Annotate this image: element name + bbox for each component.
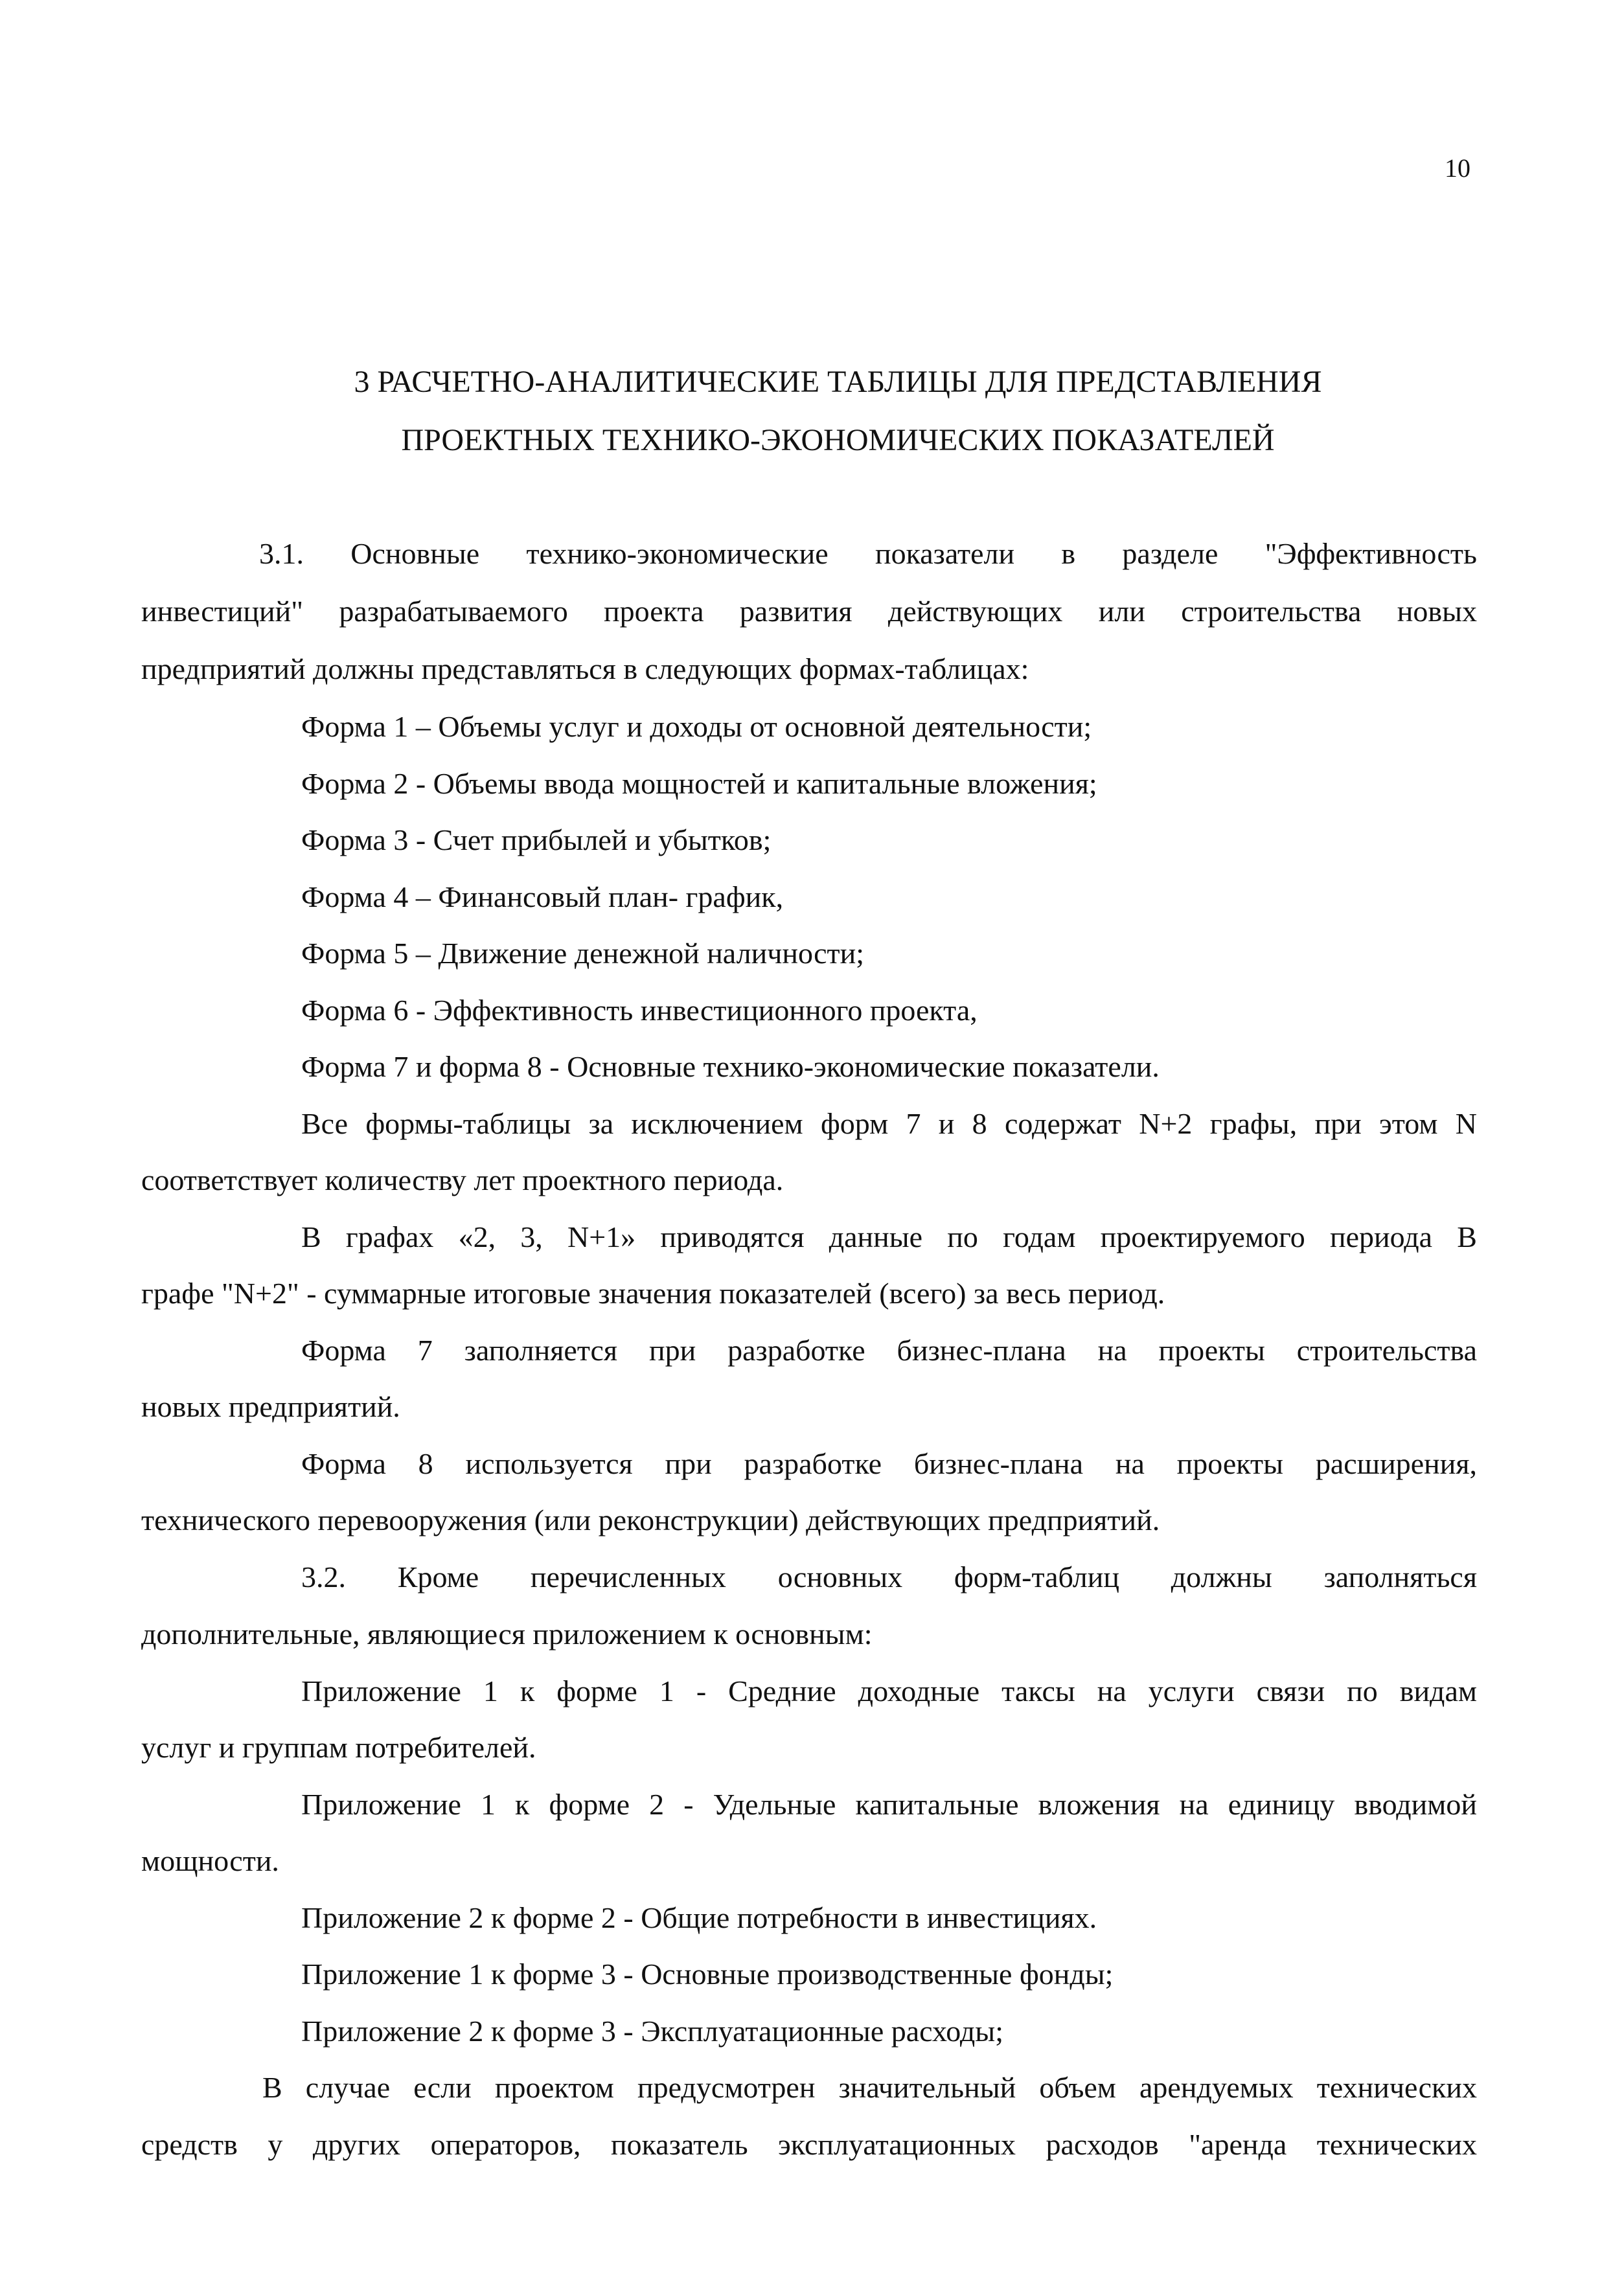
appendix-item: Приложение 1 к форме 2 - Удельные капитальные вложения на единицу вводимой [301,1788,1477,1821]
form-list-item: Форма 6 - Эффективность инвестиционного проекта, [301,994,978,1027]
section-heading-line-2: ПРОЕКТНЫХ ТЕХНИКО-ЭКОНОМИЧЕСКИХ ПОКАЗАТЕЛЕЙ [401,423,1275,457]
text-line: соответствует количеству лет проектного периода. [141,1163,784,1196]
form-list-item: Форма 7 и форма 8 - Основные технико-экономические показатели. [301,1050,1160,1083]
text-line: предприятий должны представляться в следующих формах-таблицах: [141,652,1029,685]
appendix-item: Приложение 1 к форме 3 - Основные производственные фонды; [301,1958,1114,1991]
text-line: средств у других операторов, показатель эксплуатационных расходов "аренда технических [141,2128,1477,2161]
appendix-item: Приложение 2 к форме 2 - Общие потребности в инвестициях. [301,1901,1097,1934]
text-line: новых предприятий. [141,1390,400,1423]
form-list-item: Форма 4 – Финансовый план- график, [301,880,784,913]
page-number: 10 [1445,154,1470,183]
appendix-item: Приложение 2 к форме 3 - Эксплуатационные расходы; [301,2015,1003,2048]
form-list-item: Форма 3 - Счет прибылей и убытков; [301,823,772,856]
text-line: мощности. [141,1844,279,1877]
form-list-item: Форма 5 – Движение денежной наличности; [301,937,865,970]
text-line: Форма 7 заполняется при разработке бизнес-плана на проекты строительства [301,1334,1477,1367]
text-line: Все формы-таблицы за исключением форм 7 и 8 содержат N+2 графы, при этом N [301,1107,1477,1140]
text-line: В случае если проектом предусмотрен значительный объем арендуемых технических [262,2071,1477,2104]
form-list-item: Форма 2 - Объемы ввода мощностей и капитальные вложения; [301,767,1097,800]
text-line: Форма 8 используется при разработке бизнес-плана на проекты расширения, [301,1447,1477,1480]
text-line: инвестиций" разрабатываемого проекта развития действующих или строительства новых [141,595,1477,628]
appendix-item: Приложение 1 к форме 1 - Средние доходные таксы на услуги связи по видам [301,1674,1477,1707]
text-line: 3.2. Кроме перечисленных основных форм-таблиц должны заполняться [301,1560,1477,1593]
text-line: графе "N+2" - суммарные итоговые значения показателей (всего) за весь период. [141,1277,1165,1310]
text-line: услуг и группам потребителей. [141,1731,536,1764]
text-line: В графах «2, 3, N+1» приводятся данные по годам проектируемого периода В [301,1220,1477,1253]
form-list-item: Форма 1 – Объемы услуг и доходы от основной деятельности; [301,710,1092,743]
text-line: 3.1. Основные технико-экономические показатели в разделе "Эффективность [259,537,1477,570]
text-line: технического перевооружения (или реконструкции) действующих предприятий. [141,1503,1160,1536]
text-line: дополнительные, являющиеся приложением к основным: [141,1617,873,1650]
section-heading-line-1: 3 РАСЧЕТНО-АНАЛИТИЧЕСКИЕ ТАБЛИЦЫ ДЛЯ ПРЕДСТАВЛЕНИЯ [354,365,1322,399]
